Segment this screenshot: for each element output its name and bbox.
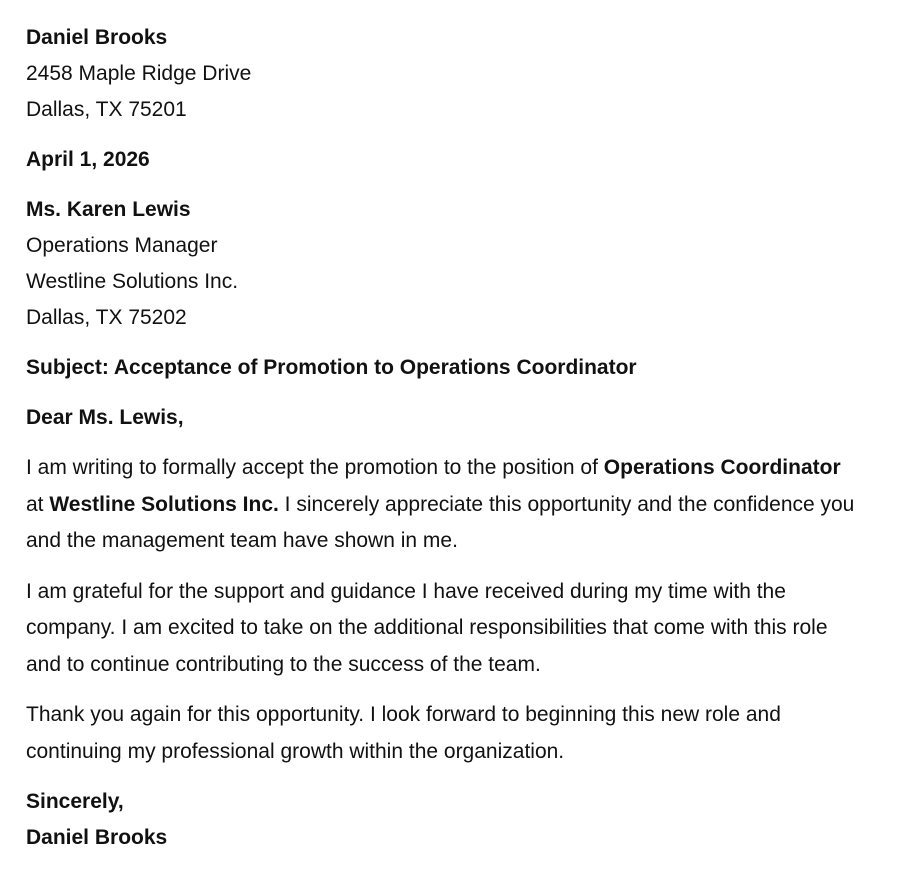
salutation: Dear Ms. Lewis, [26, 406, 184, 429]
subject-line: Subject: Acceptance of Promotion to Operations Coordinator [26, 356, 637, 379]
sender-address-line2: Dallas, TX 75201 [26, 98, 187, 121]
recipient-block [26, 192, 874, 336]
closing-block [26, 784, 874, 856]
letter-date: April 1, 2026 [26, 148, 150, 171]
body-paragraph-1 [26, 450, 856, 560]
body-paragraph-2: I am grateful for the support and guidance I have received during my time with the company. I am excited to take on the additional responsibilities that come with this role and to continue contributing to the success of the team. [26, 579, 828, 676]
date-block [26, 142, 874, 178]
sender-block [26, 20, 874, 128]
recipient-name: Ms. Karen Lewis [26, 198, 191, 221]
salutation-block [26, 400, 874, 436]
subject-block [26, 350, 874, 386]
p1-text-1: I am writing to formally accept the promotion to the position of [26, 456, 604, 479]
recipient-title: Operations Manager [26, 234, 218, 257]
sender-address-line1: 2458 Maple Ridge Drive [26, 62, 252, 85]
body-paragraph-3: Thank you again for this opportunity. I look forward to beginning this new role and continuing my professional growth within the organization. [26, 703, 781, 763]
p1-text-3: I sincerely appreciate this opportunity and the confidence you and the management team have shown in me. [26, 492, 855, 552]
p1-text-2: at [26, 492, 50, 516]
closing: Sincerely, [26, 790, 124, 813]
p1-company-name: Westline Solutions Inc. [49, 492, 279, 516]
p1-position-title: Operations Coordinator [603, 456, 841, 479]
recipient-company: Westline Solutions Inc. [26, 270, 239, 293]
recipient-address: Dallas, TX 75202 [26, 306, 187, 329]
signature: Daniel Brooks [26, 826, 168, 849]
sender-name: Daniel Brooks [26, 26, 168, 49]
